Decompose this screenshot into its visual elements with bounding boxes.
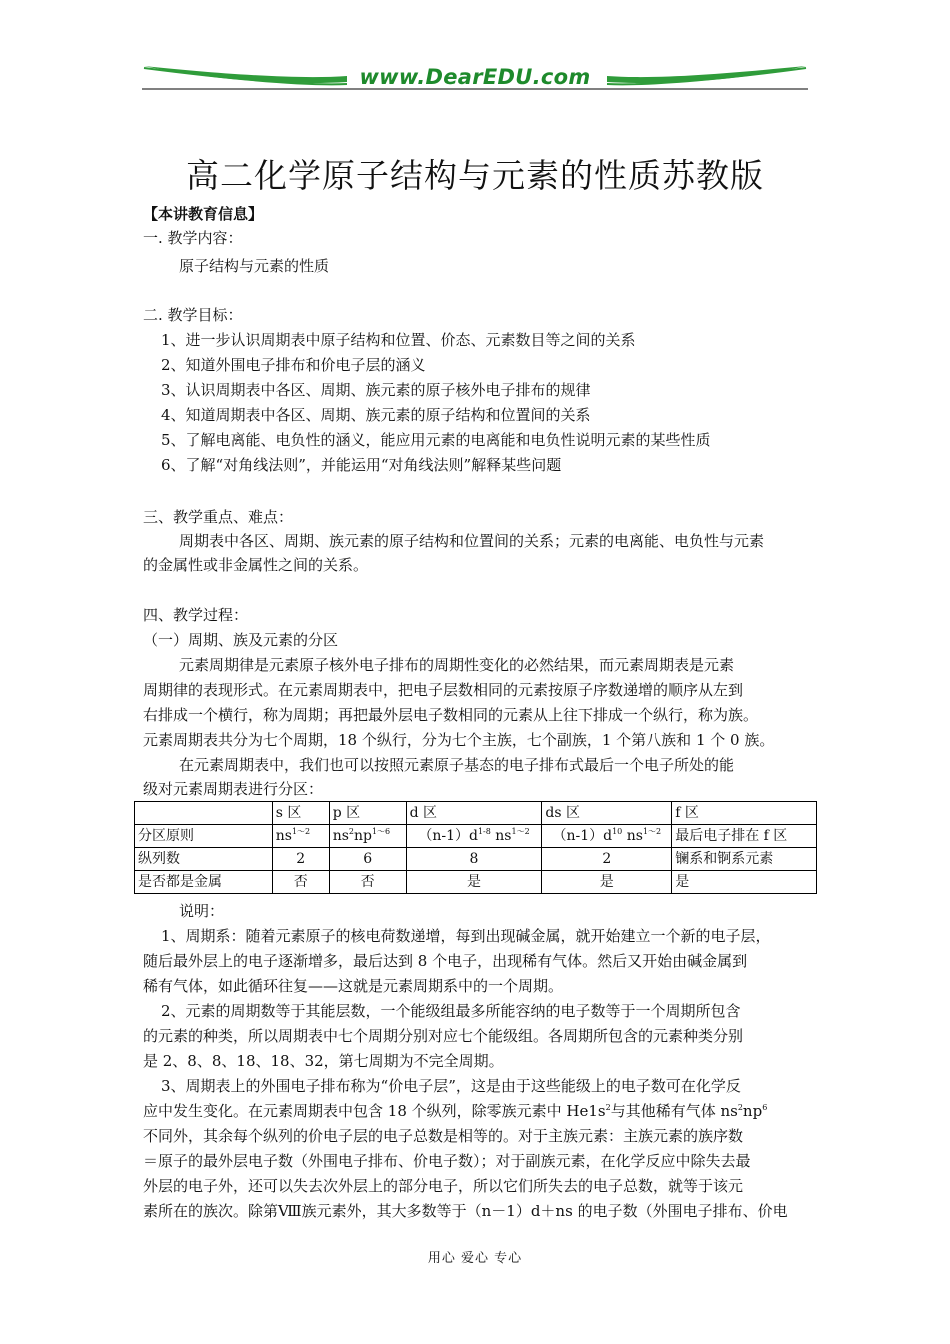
formula-text: （n-1）d (418, 828, 478, 844)
note-text: 应中发生变化。在元素周期表中包含 18 个纵列，除零族元素中 He1s (143, 1102, 606, 1120)
superscript: 10 (612, 827, 623, 836)
table-cell: 镧系和锕系元素 (672, 848, 817, 871)
note-line: 2、元素的周期数等于其能层数，一个能级组最多所能容纳的电子数等于一个周期所包含 (161, 1002, 741, 1020)
superscript: 1～2 (642, 827, 662, 836)
note-line: 随后最外层上的电子逐渐增多，最后达到 8 个电子，出现稀有气体。然后又开始由碱金属到 (143, 952, 748, 970)
table-cell (406, 825, 542, 848)
superscript: 1～6 (371, 827, 391, 836)
section-3-line: 周期表中各区、周期、族元素的原子结构和位置间的关系；元素的电离能、电负性与元素 (179, 532, 765, 550)
table-cell (135, 802, 273, 825)
note-line: 外层的电子外，还可以失去次外层上的部分电子，所以它们所失去的电子总数，就等于该元 (143, 1177, 744, 1195)
table-cell: d 区 (406, 802, 542, 825)
note-line: 稀有气体，如此循环往复——这就是元素周期系中的一个周期。 (143, 977, 564, 995)
note-text: 与其他稀有气体 ns (610, 1102, 738, 1120)
paragraph-line: 周期律的表现形式。在元素周期表中，把电子层数相同的元素按原子序数递增的顺序从左到 (143, 681, 744, 699)
paragraph-line: 右排成一个横行，称为周期；再把最外层电子数相同的元素从上往下排成一个纵行，称为族。 (143, 706, 759, 724)
note-line: ＝原子的最外层电子数（外围电子排布、价电子数）；对于副族元素，在化学反应中除失去最 (143, 1152, 751, 1170)
table-cell: f 区 (672, 802, 817, 825)
table-cell (329, 825, 406, 848)
superscript: 2 (737, 1103, 743, 1112)
note-text: np (742, 1102, 763, 1120)
objective-item: 5、了解电离能、电负性的涵义，能应用元素的电离能和电负性说明元素的某些性质 (161, 431, 711, 449)
table-cell: p 区 (329, 802, 406, 825)
table-cell: 是 (406, 871, 542, 894)
table-cell: 最后电子排在 f 区 (672, 825, 817, 848)
table-cell: 8 (406, 848, 542, 871)
formula-text: ns (275, 828, 292, 844)
table-cell: 是 (672, 871, 817, 894)
site-url: www.DearEDU.com (359, 65, 591, 89)
note-line (143, 1099, 767, 1124)
section-1-heading: 一. 教学内容： (143, 229, 243, 247)
info-heading: 【本讲教育信息】 (143, 205, 264, 223)
notes-heading: 说明： (179, 902, 225, 920)
paragraph-line: 元素周期表共分为七个周期，18 个纵行，分为七个主族，七个副族，1 个第八族和 1 个 0 族。 (143, 731, 775, 749)
formula-text: ns (490, 828, 512, 844)
site-header-banner (142, 62, 808, 94)
section-3-heading: 三、教学重点、难点： (143, 508, 294, 526)
note-line: 素所在的族次。除第Ⅷ族元素外，其大多数等于（n－1）d＋ns 的电子数（外围电子排布、价电 (143, 1202, 788, 1220)
superscript: 1～2 (511, 827, 530, 836)
superscript: 1～2 (291, 827, 311, 836)
objective-item: 3、认识周期表中各区、周期、族元素的原子核外电子排布的规律 (161, 381, 591, 399)
page-title: 高二化学原子结构与元素的性质苏教版 (186, 156, 764, 195)
formula-text: ns (332, 828, 349, 844)
section-1-content: 原子结构与元素的性质 (179, 257, 330, 275)
objective-item: 2、知道外围电子排布和价电子层的涵义 (161, 356, 426, 374)
paragraph-line: 在元素周期表中，我们也可以按照元素原子基态的电子排布式最后一个电子所处的能 (179, 756, 735, 774)
table-cell: 2 (272, 848, 329, 871)
table-cell: s 区 (272, 802, 329, 825)
page-footer: 用心 爱心 专心 (427, 1251, 523, 1266)
table-cell: ds 区 (542, 802, 672, 825)
note-line: 3、周期表上的外围电子排布称为“价电子层”，这是由于这些能级上的电子数可在化学反 (161, 1077, 741, 1095)
note-line: 1、周期系：随着元素原子的核电荷数递增，每到出现碱金属，就开始建立一个新的电子层， (161, 927, 771, 945)
table-cell (272, 825, 329, 848)
table-cell: 否 (329, 871, 406, 894)
objective-item: 4、知道周期表中各区、周期、族元素的原子结构和位置间的关系 (161, 406, 591, 424)
periodic-zone-table (134, 801, 817, 894)
section-4-heading: 四、教学过程： (143, 606, 249, 624)
table-cell: 分区原则 (135, 825, 273, 848)
formula-text: np (353, 828, 372, 844)
table-cell: 否 (272, 871, 329, 894)
superscript: 2 (348, 827, 354, 836)
objective-item: 1、进一步认识周期表中原子结构和位置、价态、元素数目等之间的关系 (161, 331, 636, 349)
formula-text: ns (622, 828, 643, 844)
table-cell: 是否都是金属 (135, 871, 273, 894)
superscript: 1-8 (477, 827, 491, 836)
section-3-line: 的金属性或非金属性之间的关系。 (143, 556, 369, 574)
table-header-row (135, 802, 817, 825)
table-cell: 2 (542, 848, 672, 871)
table-cell: 是 (542, 871, 672, 894)
subsection-heading: （一）周期、族及元素的分区 (143, 631, 339, 649)
table-cell: 纵列数 (135, 848, 273, 871)
table-row (135, 825, 817, 848)
section-2-heading: 二. 教学目标： (143, 306, 243, 324)
paragraph-line: 级对元素周期表进行分区： (143, 780, 324, 798)
superscript: 2 (605, 1103, 611, 1112)
table-cell: 6 (329, 848, 406, 871)
objective-item: 6、了解“对角线法则”，并能运用“对角线法则”解释某些问题 (161, 456, 562, 474)
table-row (135, 848, 817, 871)
paragraph-line: 元素周期律是元素原子核外电子排布的周期性变化的必然结果，而元素周期表是元素 (179, 656, 735, 674)
superscript: 6 (762, 1103, 768, 1112)
formula-text: （n-1）d (552, 828, 613, 844)
note-line: 是 2、8、8、18、18、32，第七周期为不完全周期。 (143, 1052, 504, 1070)
table-row (135, 871, 817, 894)
note-line: 不同外，其余每个纵列的价电子层的电子总数是相等的。对于主族元素：主族元素的族序数 (143, 1127, 744, 1145)
table-cell (542, 825, 672, 848)
note-line: 的元素的种类，所以周期表中七个周期分别对应七个能级组。各周期所包含的元素种类分别 (143, 1027, 744, 1045)
